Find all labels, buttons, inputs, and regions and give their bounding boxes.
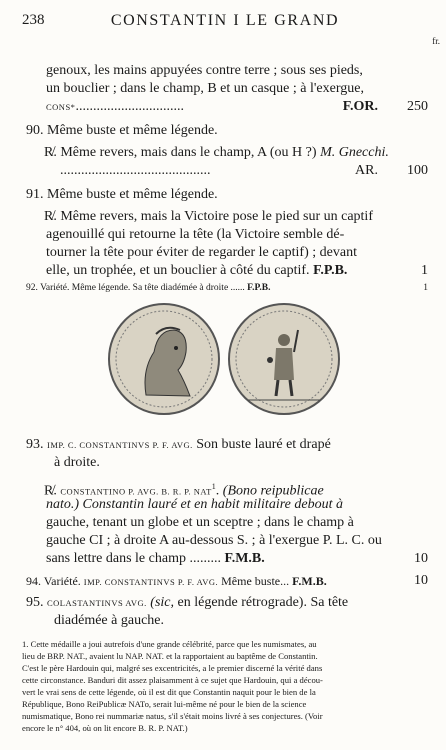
footnote-line: numismatique, Bono rei nummariæ natus, s'il s'était moins livré à ses conjectures. (Voir xyxy=(22,711,323,721)
price-value: 100 xyxy=(407,163,428,178)
entry-number: 94. xyxy=(26,574,41,588)
legend-text: COLASTANTINVS AVG. xyxy=(47,598,147,608)
footnote-line: 1. Cette médaille a joui autrefois d'une grande célébrité, parce que les numismates, au xyxy=(22,639,317,649)
reverse-text: Même revers, mais dans le champ, A (ou H ?) xyxy=(60,145,317,160)
legend-text: IMP. CONSTANTINVS P. F. AVG. xyxy=(83,577,219,587)
entry-text: en légende rétrograde). Sa tête xyxy=(177,595,349,610)
leader-dots: ........................................... xyxy=(60,163,211,178)
footnote-line: cette circonstance. Banduri dit assez plaisamment à ce sujet que Hardouin, qui a décou- xyxy=(22,675,323,685)
page-header xyxy=(22,12,428,34)
text-line: un bouclier ; dans le champ, B et un casque ; à l'exergue, xyxy=(46,81,364,96)
reverse-coin-image xyxy=(226,300,342,418)
metal-grade: F.M.B. xyxy=(224,551,265,566)
text-line xyxy=(46,98,184,116)
entry-90 xyxy=(26,122,218,140)
entry-92 xyxy=(26,282,271,295)
reverse-line: R̸. CONSTANTINO P. AVG. B. R. P. NAT$^1$. (Bono reipublicae xyxy=(44,482,324,499)
entry-text: Même buste et même légende. xyxy=(47,123,218,138)
legend-text: CONS* xyxy=(46,102,76,112)
text-line: tourner la tête pour éviter de regarder le captif) ; devant xyxy=(46,245,357,260)
price-value: 10 xyxy=(414,551,428,566)
text-line: gauche CI ; à droite A au-dessous S. ; à l'exergue P. L. C. ou xyxy=(46,533,382,548)
reverse-text: Même revers, mais la Victoire pose le pied sur un captif xyxy=(60,209,373,224)
reverse-line xyxy=(44,144,389,162)
leader-dots: ......... xyxy=(189,551,221,566)
text-line: elle, un trophée, et un bouclier à côté du captif. F.P.B. xyxy=(46,263,348,278)
metal-grade: F.OR. xyxy=(342,99,378,114)
footnote-line: République, Bono ReiPublicæ NATo, serait lui-même né pour le bien de la science xyxy=(22,699,307,709)
leader-dots: ............................... xyxy=(75,99,184,114)
price-value: 1 xyxy=(423,283,428,293)
text-line: gauche, tenant un globe et un sceptre ; dans le champ à xyxy=(46,515,354,530)
entry-text: Variété. Même légende. Sa tête diadémée à droite xyxy=(40,283,229,293)
leader-dots: ...... xyxy=(230,283,245,293)
footnote-mark: 1 xyxy=(211,482,216,491)
text-line: sans lettre dans le champ ......... F.M.B. xyxy=(46,551,265,566)
page-number: 238 xyxy=(22,12,45,28)
reverse-mark: R̸. xyxy=(44,145,57,160)
price-value: 1 xyxy=(421,263,428,278)
entry-number: 95. xyxy=(26,595,44,610)
metal-grade: F.P.B. xyxy=(313,263,348,278)
footnote-line: encore le n° 404, où on lit encore B. R. P. NAT.) xyxy=(22,723,188,733)
entry-text: Variété. xyxy=(43,574,81,588)
column-header-francs: fr. xyxy=(432,36,440,46)
legend-text: CONSTANTINO P. AVG. B. R. P. NAT xyxy=(60,486,212,497)
metal-grade: F.P.B. xyxy=(247,283,271,293)
footnote-line: C'est le père Hardouin qui, malgré ses excentricités, a le premier discerné la vérité dans xyxy=(22,663,323,673)
entry-91 xyxy=(26,186,218,204)
entry-number: 93. xyxy=(26,437,44,452)
price-value: 10 xyxy=(414,573,428,588)
price-value: 250 xyxy=(407,99,428,114)
obverse-coin-image xyxy=(106,300,222,418)
reverse-italic: (Bono reipublicae xyxy=(222,483,324,499)
reverse-mark: R̸. xyxy=(44,483,57,499)
page-title: CONSTANTIN I LE GRAND xyxy=(110,12,340,29)
entry-number: 91. xyxy=(26,187,44,202)
entry-text: Même buste et même légende. xyxy=(47,187,218,202)
entry-95 xyxy=(26,594,348,612)
text-line: nato.) Constantin lauré et en habit militaire debout à xyxy=(46,497,343,512)
footnote-line: lieu de BRP. NAT., avaient lu NAP. NAT. et la rapportaient au baptême de Constantin. xyxy=(22,651,318,661)
entry-94: 94. Variété. IMP. CONSTANTINVS P. F. AVG. Même buste... F.M.B. xyxy=(26,574,327,588)
metal-grade: AR. xyxy=(355,163,378,178)
entry-93 xyxy=(26,436,331,454)
footnote-line: vert le vrai sens de cette légende, où il est dit que Constantin naquit pour le bien de la xyxy=(22,687,316,697)
entry-number: 90. xyxy=(26,123,44,138)
text-line: agenouillé qui retourne la tête (la Victoire semble dé- xyxy=(46,227,345,242)
text-line: diadémée à gauche. xyxy=(54,613,164,628)
metal-grade: F.M.B. xyxy=(292,574,327,588)
entry-italic: (sic, xyxy=(150,595,175,610)
reverse-line xyxy=(44,208,373,226)
entry-number: 92. xyxy=(26,283,38,293)
text-line: à droite. xyxy=(54,455,100,470)
text-line: genoux, les mains appuyées contre terre ; sous ses pieds, xyxy=(46,63,363,78)
reverse-italic: M. Gnecchi. xyxy=(320,145,389,160)
legend-text: IMP. C. CONSTANTINVS P. F. AVG. xyxy=(47,440,193,450)
entry-text: Son buste lauré et drapé xyxy=(196,437,331,452)
reverse-mark: R̸. xyxy=(44,209,57,224)
